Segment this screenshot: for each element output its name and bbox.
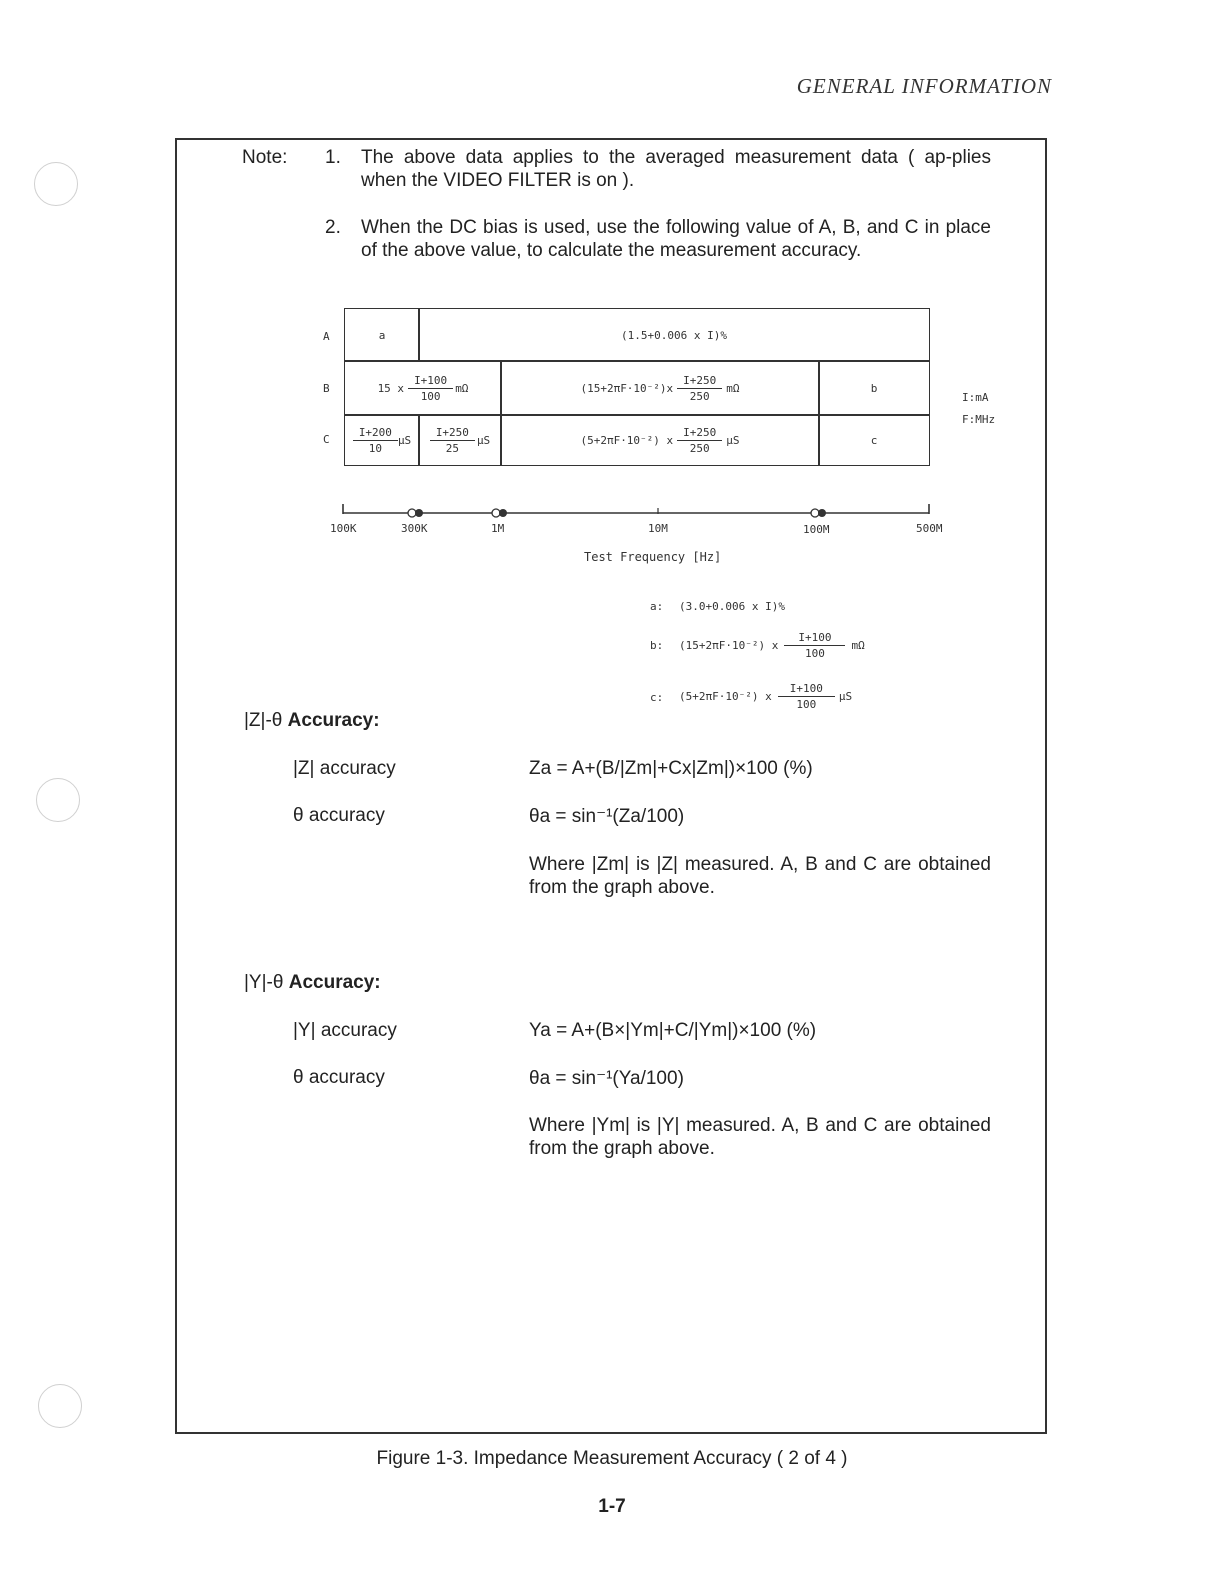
legend-a-expr: (3.0+0.006 x I)% (679, 600, 785, 613)
legend-b-prefix: (15+2πF·10⁻²) x (679, 639, 779, 652)
row-a-cell-1 (344, 308, 420, 362)
legend-a-key: a: (650, 600, 664, 613)
axis-tick-100m: 100M (803, 523, 830, 536)
legend-b-expression (679, 630, 865, 661)
row-b-cell-1-denominator: 100 (420, 389, 441, 403)
row-c-cell-1a (344, 414, 420, 466)
binder-hole-middle (36, 778, 80, 822)
row-c-cell-1b (418, 414, 502, 466)
row-b-cell-3 (818, 360, 930, 416)
row-b-cell-2 (500, 360, 820, 416)
row-c-cell-3 (818, 414, 930, 466)
legend-c-fraction (778, 681, 835, 712)
note-item-1-number: 1. (325, 147, 341, 168)
row-b-cell-1 (344, 360, 502, 416)
units-note-frequency: F:MHz (962, 413, 996, 426)
figure-caption: Figure 1-3. Impedance Measurement Accuracy ( 2 of 4 ) (376, 1448, 848, 1469)
axis-tick-300k: 300K (401, 522, 428, 535)
y-where-note: Where |Ym| is |Y| measured. A, B and C are obtained from the graph above. (529, 1115, 991, 1159)
row-b-cell-1-numerator: I+100 (408, 373, 453, 389)
note-label: Note: (242, 147, 288, 168)
y-theta-accuracy-label: θ accuracy (293, 1067, 385, 1088)
z-where-note: Where |Zm| is |Z| measured. A, B and C are obtained from the graph above. (529, 854, 991, 898)
z-accuracy-label: |Z| accuracy (293, 758, 396, 779)
row-c-cell-2 (500, 414, 820, 466)
y-accuracy-label: |Y| accuracy (293, 1020, 397, 1041)
note-item-2-number: 2. (325, 217, 341, 238)
axis-tick-1m: 1M (491, 522, 505, 535)
row-b-cell-2-unit: mΩ (726, 381, 740, 395)
z-theta-accuracy-formula: θa = sin⁻¹(Za/100) (529, 806, 685, 827)
row-c-cell-1a-denominator: 10 (368, 441, 382, 455)
row-a-cell-2-text: (1.5+0.006 x I)% (621, 328, 727, 342)
legend-b-numerator: I+100 (784, 630, 845, 646)
row-c-cell-2-prefix: (5+2πF·10⁻²) x (580, 433, 674, 447)
axis-tick-100k: 100K (330, 522, 357, 535)
row-b-cell-1-prefix: 15 x (377, 381, 405, 395)
row-a-cell-2 (418, 308, 930, 362)
z-section-heading-text: Accuracy: (287, 710, 380, 731)
units-note-current: I:mA (962, 391, 989, 404)
row-b-cell-1-fraction (408, 373, 453, 404)
row-c-cell-2-fraction (677, 425, 722, 456)
legend-c-numerator: I+100 (778, 681, 835, 697)
y-accuracy-formula: Ya = A+(B×|Ym|+C/|Ym|)×100 (%) (529, 1020, 817, 1041)
row-c-cell-2-numerator: I+250 (677, 425, 722, 441)
row-b-cell-1-unit: mΩ (455, 381, 469, 395)
legend-c-key: c: (650, 691, 664, 704)
z-section-symbol: |Z|-θ (244, 710, 283, 731)
row-c-cell-1a-unit: μS (397, 433, 412, 447)
row-b-cell-2-prefix: (15+2πF·10⁻²)x (580, 381, 674, 395)
row-c-cell-3-text: c (870, 433, 878, 447)
row-label-b: B (323, 382, 330, 395)
row-label-a: A (323, 330, 330, 343)
y-section-heading-text: Accuracy: (288, 972, 381, 993)
z-section-heading (244, 710, 380, 732)
axis-tick-500m: 500M (916, 522, 943, 535)
note-item-2-text: When the DC bias is used, use the following value of A, B, and C in place of the above value, to calculate the measurement accuracy. (361, 217, 991, 261)
axis-label: Test Frequency [Hz] (584, 550, 722, 564)
row-c-cell-2-denominator: 250 (689, 441, 710, 455)
legend-b-unit: mΩ (851, 639, 865, 652)
row-c-cell-1b-denominator: 25 (445, 441, 459, 455)
row-c-cell-1b-unit: μS (476, 433, 491, 447)
legend-b-fraction (784, 630, 845, 661)
binder-hole-bottom (38, 1384, 82, 1428)
page-number: 1-7 (598, 1496, 626, 1517)
row-c-cell-1b-fraction (430, 425, 475, 456)
row-b-cell-2-denominator: 250 (689, 389, 710, 403)
binder-hole-top (34, 162, 78, 206)
legend-b-denominator: 100 (804, 647, 825, 660)
row-c-cell-1b-numerator: I+250 (430, 425, 475, 441)
legend-c-expression (679, 681, 852, 712)
axis-tick-10m: 10M (648, 522, 668, 535)
z-theta-accuracy-label: θ accuracy (293, 805, 385, 826)
row-label-c: C (323, 433, 330, 446)
legend-c-denominator: 100 (796, 698, 817, 711)
row-c-cell-1a-fraction (353, 425, 398, 456)
row-c-cell-1a-numerator: I+200 (353, 425, 398, 441)
legend-c-unit: μS (838, 690, 853, 703)
row-b-cell-3-text: b (870, 381, 878, 395)
y-section-symbol: |Y|-θ (244, 972, 284, 993)
row-a-cell-1-text: a (378, 328, 386, 342)
running-title: GENERAL INFORMATION (796, 74, 1052, 98)
y-theta-accuracy-formula: θa = sin⁻¹(Ya/100) (529, 1068, 684, 1089)
note-item-1-text: The above data applies to the averaged measurement data ( ap-plies when the VIDEO FILTER is on ). (361, 147, 991, 191)
legend-c-prefix: (5+2πF·10⁻²) x (679, 690, 772, 703)
row-c-cell-2-unit: μS (726, 433, 740, 447)
row-b-cell-2-fraction (677, 373, 722, 404)
legend-b-key: b: (650, 639, 664, 652)
y-section-heading (244, 972, 381, 994)
z-accuracy-formula: Za = A+(B/|Zm|+Cx|Zm|)×100 (%) (529, 758, 813, 779)
row-b-cell-2-numerator: I+250 (677, 373, 722, 389)
